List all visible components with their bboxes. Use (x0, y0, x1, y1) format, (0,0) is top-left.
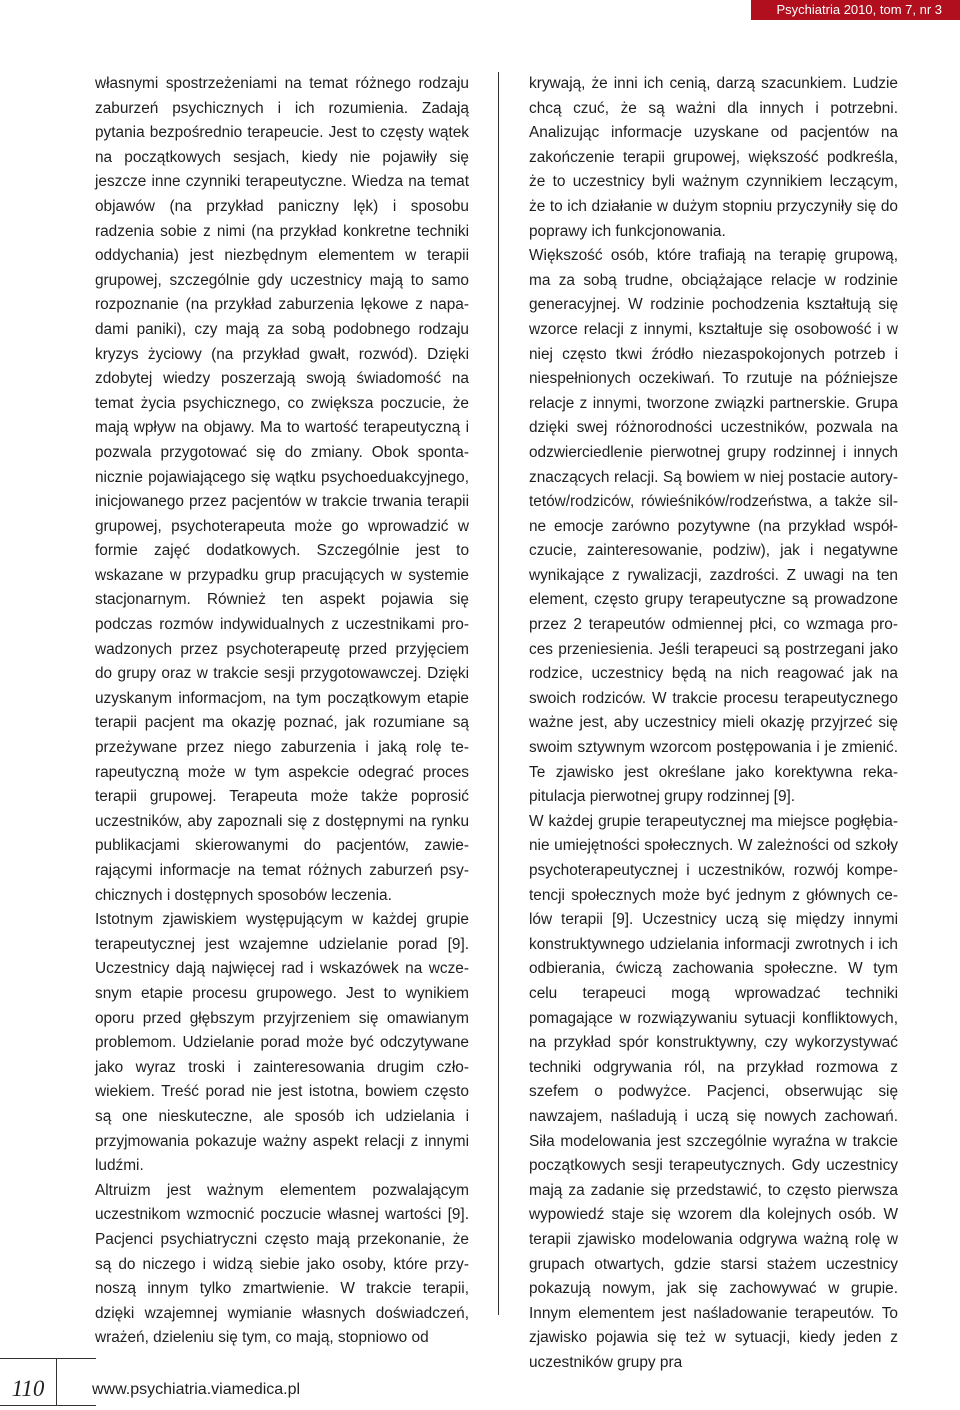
paragraph: W każdej grupie terapeutycznej ma miejsce pogłębianie umiejętności społecznych. W zależności od szkoły psychoterapeutycznej i uczestników, rozwój kompetencji społecznych może być jednym z głównych celów terapii [9]. Uczestnicy uczą się między innymi konstruktywnego udzielania informacji zwrotnych i ich odbierania, ćwiczą zachowania społeczne. W tym celu terapeuci mogą wprowadzać techniki pomagające w rozwiązywaniu sytuacji konfliktowych, na przykład spór konstruktywny, czy wykorzystywać techniki odgrywania ról, na przykład rozmowa z szefem o podwyżce. Pacjenci, obserwując się nawzajem, naśladują i uczą się nowych zachowań. Siła modelowania jest szczególnie wyraźna w trakcie początkowych sesji terapeutycznych. Gdy uczestnicy mają za zadanie się przedstawić, to często pierwsza wypowiedź staje się wzorem dla kolejnych osób. W terapii zjawisko modelowania odgrywa ważną rolę w grupach otwartych, gdzie starsi stażem uczestnicy pokazują nowym, jak się zachowywać w grupie. Innym elementem jest naśladowanie terapeutów. To zjawisko pojawia się też w sytuacji, kiedy jeden z uczestników grupy pra (529, 812, 898, 1371)
page-number: 110 (11, 1376, 45, 1401)
paragraph: krywają, że inni ich cenią, darzą szacunkiem. Ludzie chcą czuć, że są ważni dla innych i potrzebni. Analizując informacje uzyskane od pacjentów na zakończenie terapii grupowej, większość podkreśla, że to uczestnicy byli ważnym czynnikiem leczącym, że to ich działanie w dużym stopniu przyczyniły się do poprawy ich funkcjonowania. (529, 75, 898, 240)
paragraph: Istotnym zjawiskiem występującym w każdej grupie terapeutycznej jest wzajemne udzielanie porad [9]. Uczestnicy dają najwięcej rad i wskazówek na wczesnym etapie procesu grupowego. Jest to wynikiem oporu przed głębszym przyjrzeniem się omawianym problemom. Udzielanie porad może być odczytywane jako wyraz troski i zainteresowania drugim człowiekiem. Treść porad nie jest istotna, bowiem często są one nieskuteczne, ale sposób ich udzielania i przyjmowania pokazuje ważny aspekt relacji z innymi ludźmi. (95, 911, 469, 1175)
footer-url: www.psychiatria.viamedica.pl (92, 1381, 301, 1398)
footer-divider (56, 1358, 57, 1406)
paragraph: własnymi spostrzeżeniami na temat różnego rodzaju zaburzeń psychicznych i ich rozumienia. Zadają pytania bezpośrednio terapeucie. Jest to częsty wątek na początkowych sesjach, kiedy nie pojawiły się jeszcze inne czynniki terapeutyczne. Wiedza na temat objawów (na przykład paniczny lęk) i sposobu radzenia sobie z nimi (na przykład konkretne techniki oddychania) jest niezbędnym elementem w terapii grupowej, szczególnie gdy uczestnicy mają to samo rozpoznanie (na przykład zaburzenia lękowe z napadami paniki), czy mają za sobą podobnego rodzaju kryzys życiowy (na przykład gwałt, rozwód). Dzięki zdobytej wiedzy poszerzają swoją świadomość na temat życia psychicznego, co zwiększa poczucie, że mają wpływ na objawy. Ma to wartość terapeutyczną i pozwala przygotować się do zmiany. Obok spontanicznie pojawiającego się wątku psychoeduakcyjnego, inicjowanego przez pacjentów w trakcie trwania terapii grupowej, psychoterapeuta może go wprowadzić w formie zajęć dodatkowych. Szczególnie jest to wskazane w przypadku grup pracujących w systemie stacjonarnym. Również ten aspekt pojawia się podczas rozmów indywidualnych z uczestnikami prowadzonych przez psychoterapeutę przed przyjęciem do grupy oraz w trakcie sesji przygotowawczej. Dzięki uzyskanym informacjom, na tym początkowym etapie terapii pacjent ma okazję poznać, jak rozumiane są przeżywane przez niego zaburzenia i jaką rolę terapeutyczną może w tym aspekcie odegrać proces terapii grupowej. Terapeuta może także poprosić uczestników, aby zapoznali się z dostępnymi na rynku publikacjami skierowanymi do pacjentów, zawierającymi informacje na temat różnych zaburzeń psychicznych i dostępnych sposobów leczenia. (95, 75, 469, 904)
right-column (529, 72, 898, 1375)
running-head (751, 0, 960, 20)
paragraph: Większość osób, które trafiają na terapię grupową, ma za sobą trudne, obciążające relacje w rodzinie generacyjnej. W rodzinie pochodzenia kształtują się wzorce relacji z innymi, kształtuje się osobowość i w niej często tkwi źródło niezaspokojonych potrzeb i niespełnionych oczekiwań. To rzutuje na późniejsze relacje z innymi, tworzone związki partnerskie. Grupa dzięki swej różnorodności uczestników, pozwala na odzwierciedlenie pierwotnej grupy rodzinnej i innych znaczących relacji. Są bowiem w niej postacie autorytetów/rodziców, rówieśników/rodzeństwa, a także silne emocje zarówno pozytywne (na przykład współczucie, zainteresowanie, podziw), jak i negatywne wynikające z rywalizacji, zazdrości. Z uwagi na ten element, często grupy terapeutyczne są prowadzone przez 2 terapeutów odmiennej płci, co wzmaga proces przeniesienia. Jeśli terapeuci są postrzegani jako rodzice, uczestnicy będą na nich reagować jak na swoich rodziców. W trakcie procesu terapeutycznego ważne jest, aby uczestnicy mieli okazję przyjrzeć się swoim sztywnym wzorcom postępowania i je zmienić. Te zjawisko jest określane jako korektywna rekapitulacja pierwotnej grupy rodzinnej [9]. (529, 247, 898, 806)
left-column (95, 72, 469, 1351)
paragraph: Altruizm jest ważnym elementem pozwalającym uczestnikom wzmocnić poczucie własnej wartości [9]. Pacjenci psychiatryczni często mają przekonanie, że są do niczego i widzą siebie jako osoby, które przynoszą innym tylko zmartwienie. W trakcie terapii, dzięki wzajemnej wymianie własnych doświadczeń, wrażeń, dzieleniu się tym, co mają, stopniowo od (95, 1181, 469, 1347)
journal-citation: Psychiatria 2010, tom 7, nr 3 (776, 2, 942, 17)
column-divider (498, 72, 499, 1315)
footer-rule (0, 1358, 96, 1359)
footer-rule (0, 1405, 96, 1406)
